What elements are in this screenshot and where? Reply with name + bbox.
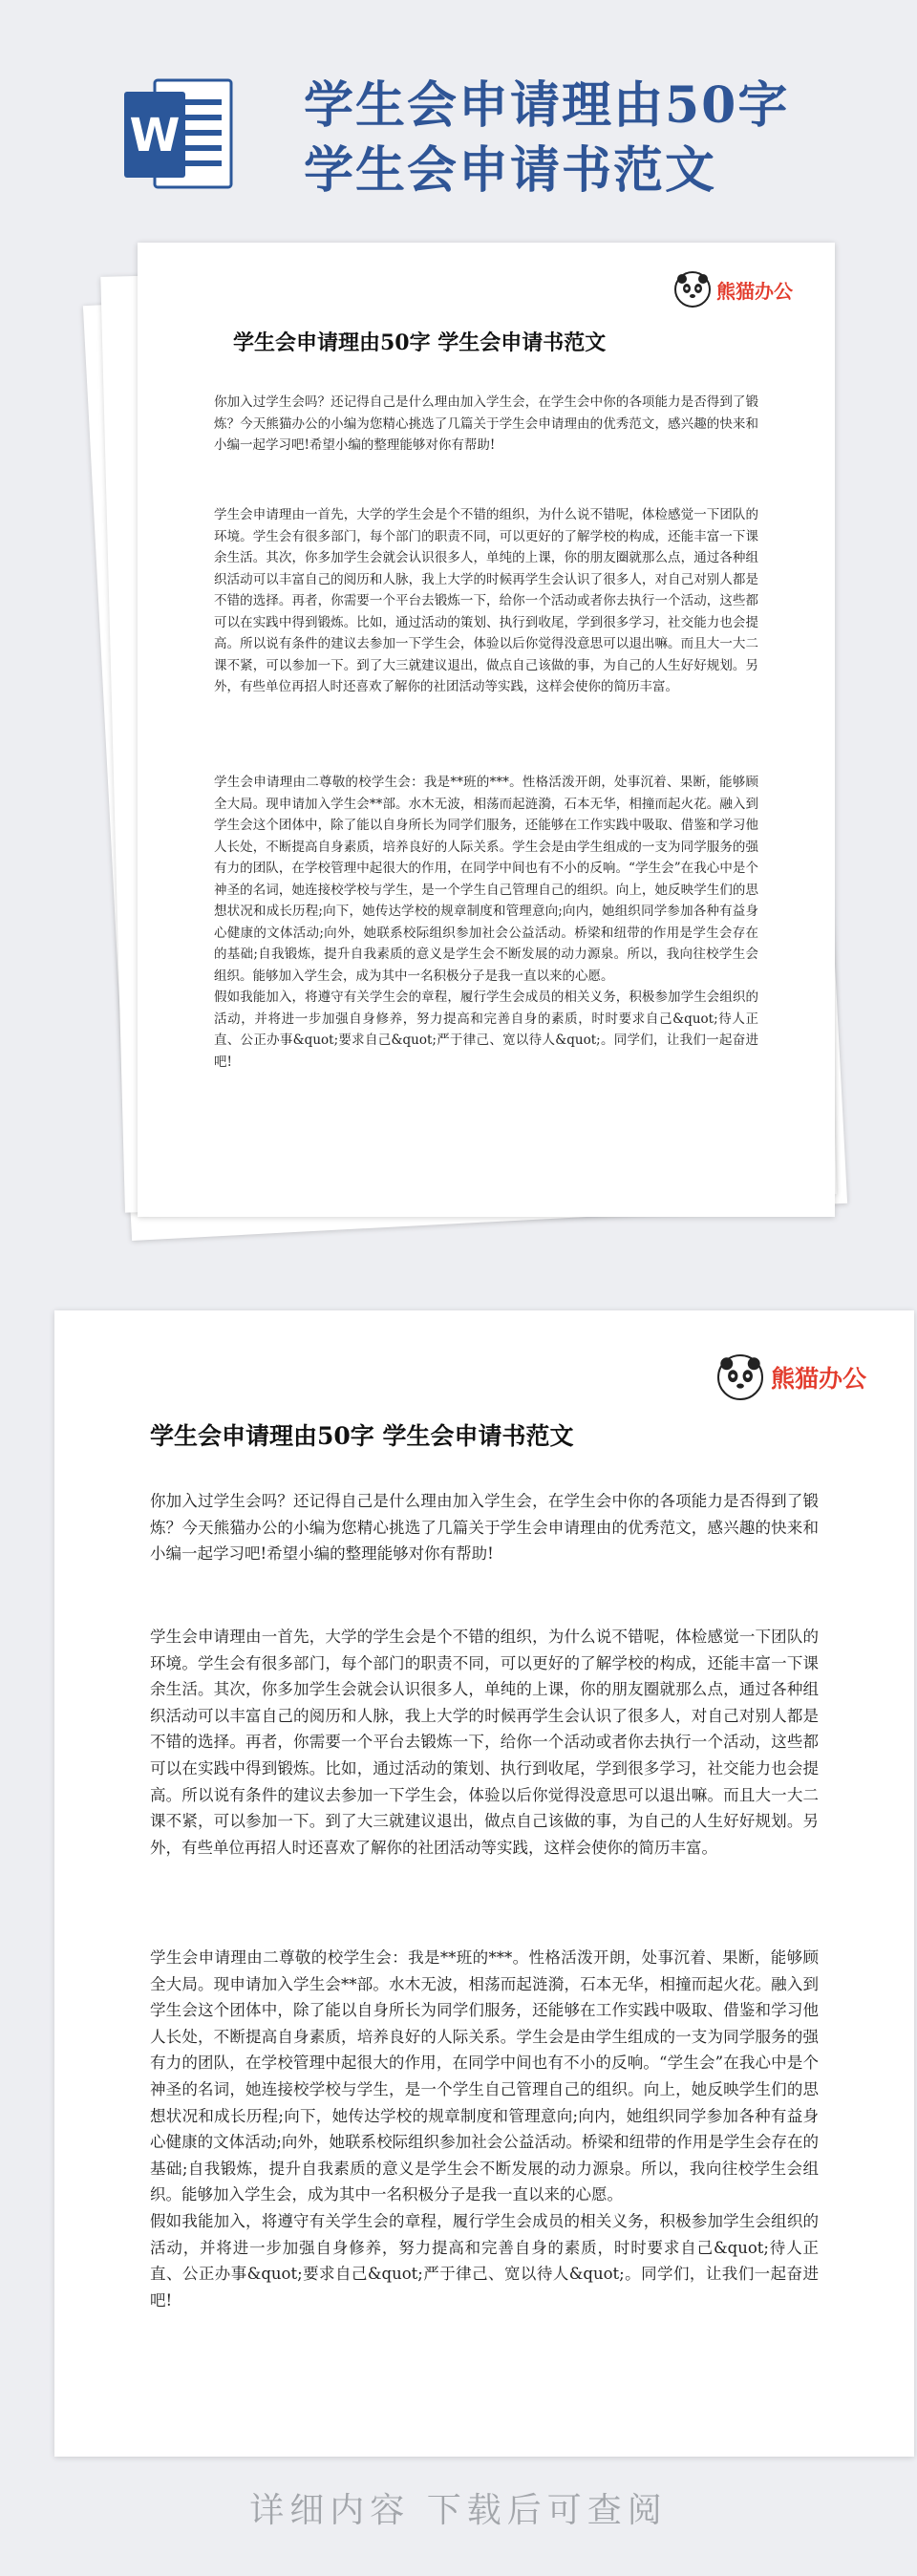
document-title: 学生会申请理由50字 学生会申请书范文 [233,330,607,355]
document-preview-small [138,243,835,1217]
brand-logo [717,1354,866,1400]
word-icon-letter: W [129,109,181,162]
document-paragraph: 学生会申请理由二尊敬的校学生会：我是**班的***。性格活泼开朗，处事沉着、果断，能够顾全大局。现申请加入学生会**部。水木无波，相荡而起涟漪，石本无华，相撞而起火花。融入到学生会这个团体中，除了能以自身所长为同学们服务，还能够在工作实践中吸取、借鉴和学习他人长处，不断提高自身素质，培养良好的人际关系。学生会是由学生组成的一支为同学服务的强有力的团队，在学校管理中起很大的作用，在同学中间也有不小的反响。“学生会”在我心中是个神圣的名词，她连接校学校与学生，是一个学生自己管理自己的组织。向上，她反映学生们的思想状况和成长历程;向下，她传达学校的规章制度和管理意向;向内，她组织同学参加各种有益身心健康的文体活动;向外，她联系校际组织参加社会公益活动。桥梁和纽带的作用是学生会存在的基础;自我锻炼，提升自我素质的意义是学生会不断发展的动力源泉。所以，我向往校学生会组织。能够加入学生会，成为其中一名积极分子是我一直以来的心愿。 假如我能加入，将遵守有关学生会的章程，履行学生会成员的相关义务，积极参加学生会组织的活动，并将进一步加强自身修养，努力提高和完善自身的素质，时时要求自己&quot;待人正直、公正办事&quot;要求自己&quot;严于律己、宽以待人&quot;。同学们，让我们一起奋进吧! [150,1948,819,2310]
brand-name: 熊猫办公 [716,279,793,303]
panda-icon [674,271,711,308]
document-paragraph: 学生会申请理由二尊敬的校学生会：我是**班的***。性格活泼开朗，处事沉着、果断，能够顾全大局。现申请加入学生会**部。水木无波，相荡而起涟漪，石本无华，相撞而起火花。融入到学生会这个团体中，除了能以自身所长为同学们服务，还能够在工作实践中吸取、借鉴和学习他人长处，不断提高自身素质，培养良好的人际关系。学生会是由学生组成的一支为同学服务的强有力的团队，在学校管理中起很大的作用，在同学中间也有不小的反响。“学生会”在我心中是个神圣的名词，她连接校学校与学生，是一个学生自己管理自己的组织。向上，她反映学生们的思想状况和成长历程;向下，她传达学校的规章制度和管理意向;向内，她组织同学参加各种有益身心健康的文体活动;向外，她联系校际组织参加社会公益活动。桥梁和纽带的作用是学生会存在的基础;自我锻炼，提升自我素质的意义是学生会不断发展的动力源泉。所以，我向往校学生会组织。能够加入学生会，成为其中一名积极分子是我一直以来的心愿。 假如我能加入，将遵守有关学生会的章程，履行学生会成员的相关义务，积极参加学生会组织的活动，并将进一步加强自身修养，努力提高和完善自身的素质，时时要求自己&quot;待人正直、公正办事&quot;要求自己&quot;严于律己、宽以待人&quot;。同学们，让我们一起奋进吧! [214,775,758,1070]
brand-name: 熊猫办公 [770,1365,866,1393]
document-page-large [54,1310,914,2457]
word-document-icon [122,75,235,193]
page-title-line-2: 学生会申请书范文 [304,141,717,200]
document-paragraph: 你加入过学生会吗？还记得自己是什么理由加入学生会，在学生会中你的各项能力是否得到了锻炼？今天熊猫办公的小编为您精心挑选了几篇关于学生会申请理由的优秀范文，感兴趣的快来和小编一起学习吧!希望小编的整理能够对你有帮助! [214,394,758,453]
brand-logo [674,271,793,308]
panda-icon [717,1354,763,1400]
document-paragraph: 学生会申请理由一首先，大学的学生会是个不错的组织，为什么说不错呢，体检感觉一下团队的环境。学生会有很多部门，每个部门的职责不同，可以更好的了解学校的构成，还能丰富一下课余生活。其次，你多加学生会就会认识很多人，单纯的上课，你的朋友圈就那么点，通过各种组织活动可以丰富自己的阅历和人脉，我上大学的时候再学生会认识了很多人，对自己对别人都是不错的选择。再者，你需要一个平台去锻炼一下，给你一个活动或者你去执行一个活动，这些都可以在实践中得到锻炼。比如，通过活动的策划、执行到收尾，学到很多学习，社交能力也会提高。所以说有条件的建议去参加一下学生会，体验以后你觉得没意思可以退出嘛。而且大一大二课不紧，可以参加一下。到了大三就建议退出，做点自己该做的事，为自己的人生好好规划。另外，有些单位再招人时还喜欢了解你的社团活动等实践，这样会使你的简历丰富。 [150,1628,819,1857]
document-paragraph: 你加入过学生会吗？还记得自己是什么理由加入学生会，在学生会中你的各项能力是否得到了锻炼？今天熊猫办公的小编为您精心挑选了几篇关于学生会申请理由的优秀范文，感兴趣的快来和小编一起学习吧!希望小编的整理能够对你有帮助! [150,1492,819,1564]
page-header [0,0,917,220]
document-paragraph: 学生会申请理由一首先，大学的学生会是个不错的组织，为什么说不错呢，体检感觉一下团队的环境。学生会有很多部门，每个部门的职责不同，可以更好的了解学校的构成，还能丰富一下课余生活。其次，你多加学生会就会认识很多人，单纯的上课，你的朋友圈就那么点，通过各种组织活动可以丰富自己的阅历和人脉，我上大学的时候再学生会认识了很多人，对自己对别人都是不错的选择。再者，你需要一个平台去锻炼一下，给你一个活动或者你去执行一个活动，这些都可以在实践中得到锻炼。比如，通过活动的策划、执行到收尾，学到很多学习，社交能力也会提高。所以说有条件的建议去参加一下学生会，体验以后你觉得没意思可以退出嘛。而且大一大二课不紧，可以参加一下。到了大三就建议退出，做点自己该做的事，为自己的人生好好规划。另外，有些单位再招人时还喜欢了解你的社团活动等实践，这样会使你的简历丰富。 [214,507,758,694]
page-title-line-1: 学生会申请理由50字 [304,76,790,135]
document-title: 学生会申请理由50字 学生会申请书范文 [150,1422,574,1450]
download-hint: 详细内容 下载后可查阅 [249,2491,668,2530]
